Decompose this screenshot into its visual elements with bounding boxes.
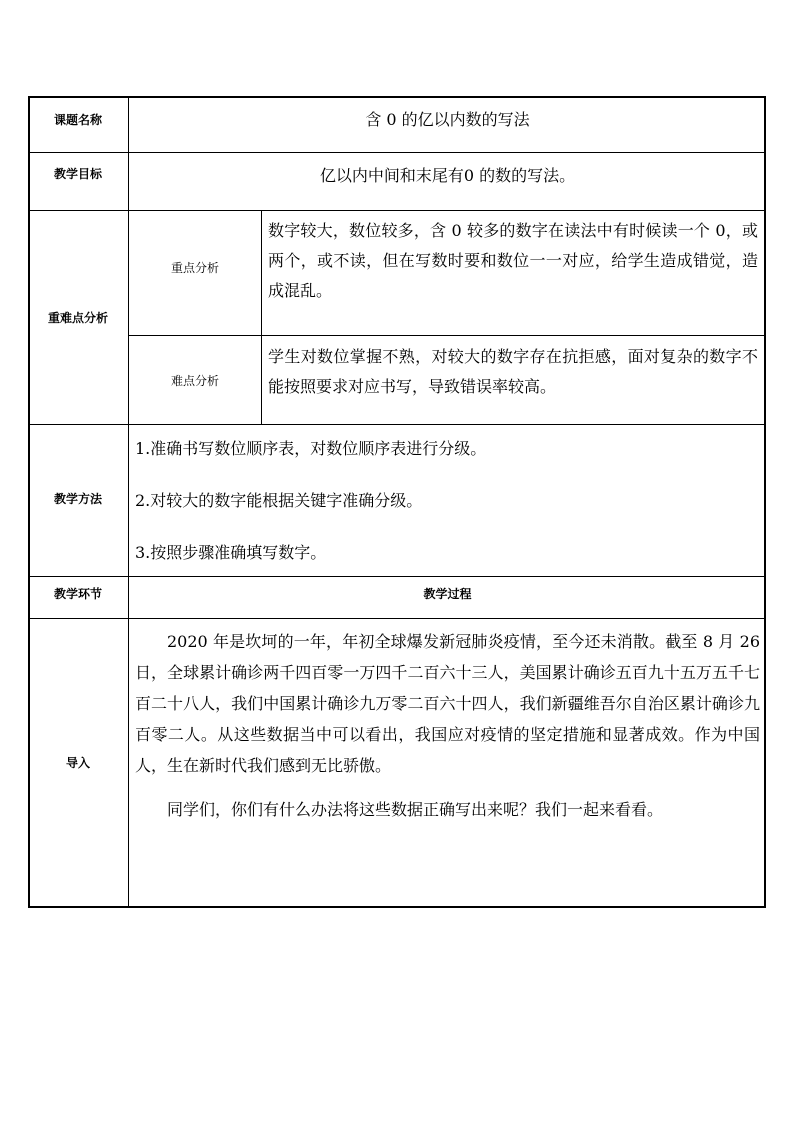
hard-point-paragraph: 学生对数位掌握不熟，对较大的数字存在抗拒感，面对复杂的数字不能按照要求对应书写，导致错误率较高。 (268, 347, 758, 396)
table-border-bottom (28, 906, 766, 908)
process-stage-label: 教学环节 (53, 586, 102, 601)
method-list (135, 434, 760, 568)
key-point-text (268, 216, 758, 306)
goal-value: 亿以内中间和末尾有0 的数的写法。 (319, 166, 576, 185)
title-label: 课题名称 (53, 112, 102, 127)
difficulty-label: 重难点分析 (47, 311, 108, 325)
process-header: 教学过程 (423, 586, 472, 601)
intro-paragraph: 2020 年是坎坷的一年，年初全球爆发新冠肺炎疫情，至今还未消散。截至 8 月 26 日，全球累计确诊两千四百零一万四千二百六十三人，美国累计确诊五百九十五万五千七百二十八人，我们中国累计确诊九万零二百六十四人，我们新疆维吾尔自治区累计确诊九百零二人。从这些数据当中可以看出，我国应对疫情的坚定措施和显著成效。作为中国人，生在新时代我们感到无比骄傲。 (135, 632, 760, 775)
key-point-label: 重点分析 (170, 260, 219, 275)
method-item: 1.准确书写数位顺序表，对数位顺序表进行分级。 (135, 439, 487, 458)
method-label: 教学方法 (53, 491, 102, 506)
method-item: 3.按照步骤准确填写数字。 (135, 543, 327, 562)
intro-paragraph: 同学们，你们有什么办法将这些数据正确写出来呢？我们一起来看看。 (167, 800, 664, 819)
row-divider (28, 424, 766, 425)
sub-column-divider (261, 210, 262, 424)
hard-point-label: 难点分析 (170, 373, 219, 388)
title-value: 含 0 的亿以内数的写法 (365, 110, 530, 129)
hard-point-text (268, 342, 758, 402)
row-divider (28, 618, 766, 619)
table-border-right (764, 96, 766, 908)
goal-label: 教学目标 (53, 166, 102, 181)
intro-content (135, 626, 760, 825)
row-divider (28, 152, 766, 153)
intro-label: 导入 (65, 756, 90, 770)
method-item: 2.对较大的数字能根据关键字准确分级。 (135, 491, 423, 510)
lesson-plan-table (28, 96, 766, 908)
key-point-paragraph: 数字较大，数位较多，含 0 较多的数字在读法中有时候读一个 0，或两个，或不读，但在写数时要和数位一一对应，给学生造成错觉，造成混乱。 (268, 221, 758, 300)
table-border-top (28, 96, 766, 98)
